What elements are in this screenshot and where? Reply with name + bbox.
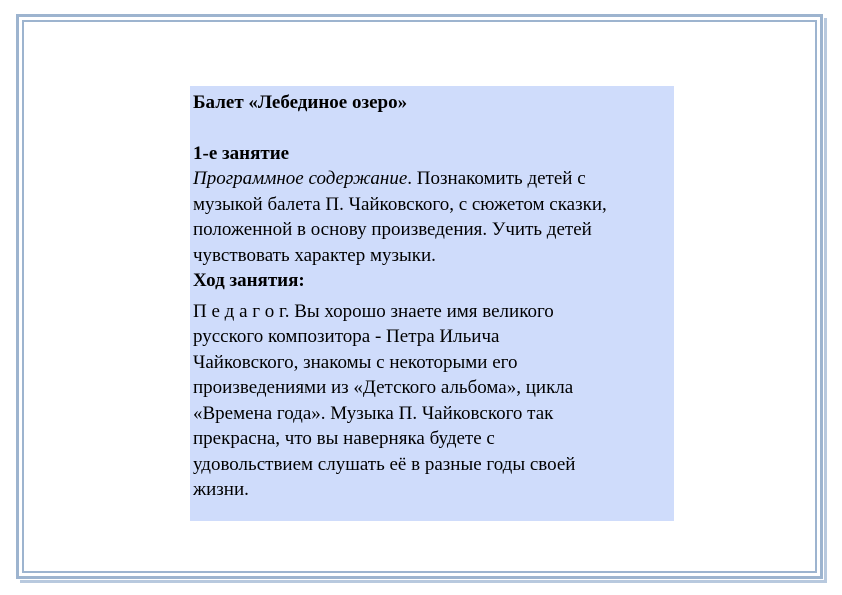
program-line-1: [193, 166, 670, 192]
teacher-line: «Времена года». Музыка П. Чайковского так: [193, 402, 554, 424]
lesson-text-box: [190, 86, 674, 521]
program-line: чувствовать характер музыки.: [193, 244, 436, 266]
program-line: положенной в основу произведения. Учить детей: [193, 219, 592, 240]
teacher-line: русского композитора - Петра Ильича: [193, 326, 500, 347]
teacher-line: П е д а г о г. Вы хорошо знаете имя великого: [193, 300, 554, 322]
document-title: Балет «Лебединое озеро»: [193, 92, 408, 113]
program-line: музыкой балета П. Чайковского, с сюжетом сказки,: [193, 193, 607, 215]
teacher-line: произведениями из «Детского альбома», цикла: [193, 377, 574, 398]
teacher-line: жизни.: [193, 479, 249, 500]
teacher-line: Чайковского, знакомы с некоторыми его: [193, 351, 518, 373]
lesson-heading: 1-е занятие: [193, 142, 290, 164]
teacher-line: удовольствием слушать её в разные годы своей: [193, 453, 576, 475]
course-heading: Ход занятия:: [193, 270, 305, 291]
teacher-line: прекрасна, что вы наверняка будете с: [193, 428, 495, 449]
program-line-1-text: . Познакомить детей с: [407, 168, 586, 189]
program-label: Программное содержание: [193, 168, 408, 189]
blank-line: [193, 116, 670, 141]
